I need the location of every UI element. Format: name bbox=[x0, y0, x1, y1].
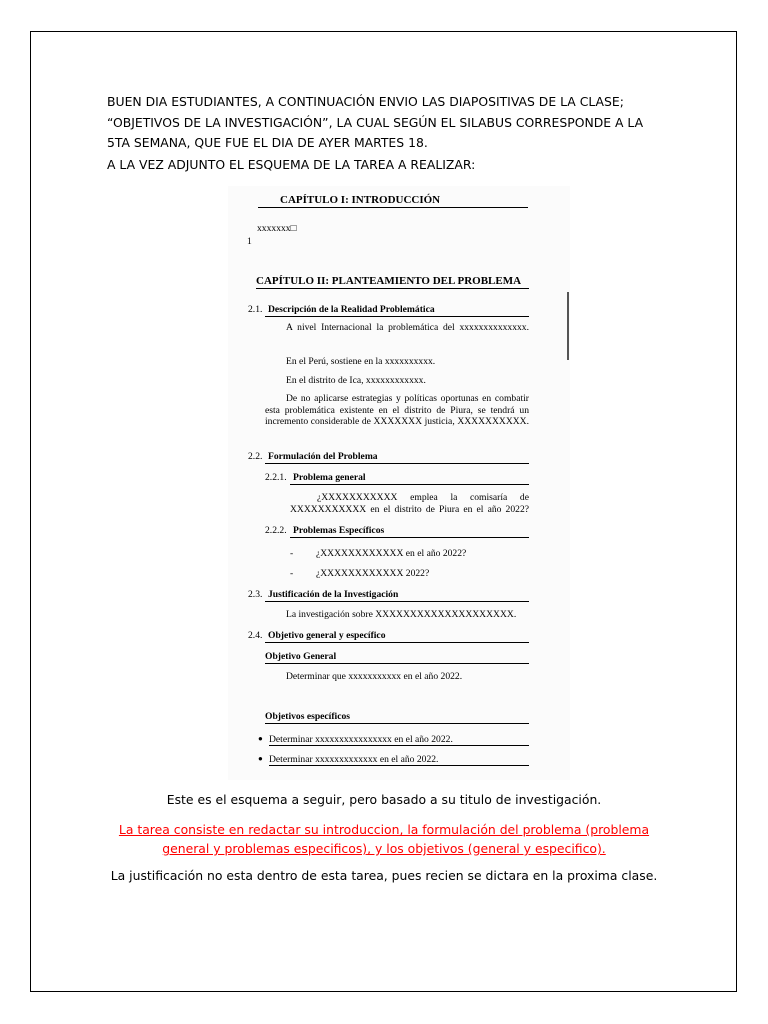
bullet-dot: ● bbox=[258, 734, 263, 743]
intro-paragraph: BUEN DIA ESTUDIANTES, A CONTINUACIÓN ENVIO LAS DIAPOSITIVAS DE LA CLASE; “OBJETIVOS DE LA INVESTIGACIÓN”, LA CUAL SEGÚN EL SILABUS CORRESPONDE A LA 5TA SEMANA, QUE FUE EL DIA DE AYER MARTES 18. bbox=[107, 94, 644, 150]
section-2-1-paragraph-1: A nivel Internacional la problemática del xxxxxxxxxxxxxx. bbox=[286, 322, 529, 333]
section-2-1-number: 2.1. bbox=[248, 304, 263, 315]
chapter2-rule bbox=[256, 288, 529, 289]
section-2-2-1-paragraph: ¿XXXXXXXXXXX emplea la comisaría de XXXXXXXXXXX en el distrito de Piura en el año 2022? bbox=[290, 492, 529, 515]
section-2-3-title: Justificación de la Investigación bbox=[268, 589, 399, 600]
section-2-2-2-title: Problemas Específicos bbox=[293, 525, 385, 536]
section-2-3-rule bbox=[265, 601, 529, 602]
section-2-1-paragraph-4: De no aplicarse estrategias y políticas oportunas en combatir esta problemática existente en el distrito de Piura, se tendrá un incremento considerable de XXXXXXX justicia, XXXXXXXXXX. bbox=[265, 393, 529, 428]
chapter1-title: CAPÍTULO I: INTRODUCCIÓN bbox=[280, 194, 441, 206]
section-2-1-paragraph-3: En el distrito de Ica, xxxxxxxxxxxx. bbox=[286, 375, 426, 386]
justification-note: La justificación no esta dentro de esta tarea, pues recien se dictara en la proxima clase. bbox=[110, 868, 658, 883]
section-2-4-rule bbox=[265, 642, 529, 643]
general-objective-rule bbox=[265, 663, 529, 664]
section-2-4-number: 2.4. bbox=[248, 630, 263, 641]
specific-objectives-title: Objetivos específicos bbox=[265, 711, 350, 722]
intro-attachment-line: A LA VEZ ADJUNTO EL ESQUEMA DE LA TAREA A REALIZAR: bbox=[107, 157, 476, 172]
section-2-2-2-rule bbox=[290, 537, 529, 538]
scrollbar[interactable] bbox=[567, 292, 569, 360]
general-objective-title: Objetivo General bbox=[265, 651, 337, 662]
section-2-2-title: Formulación del Problema bbox=[268, 451, 378, 462]
general-objective-text: Determinar que xxxxxxxxxxx en el año 2022. bbox=[286, 671, 463, 682]
section-2-1-title: Descripción de la Realidad Problemática bbox=[268, 304, 435, 315]
bullet-dot: ● bbox=[258, 754, 263, 763]
specific-objective-rule bbox=[269, 745, 529, 746]
specific-problem-item: ¿XXXXXXXXXXXX en el año 2022? bbox=[316, 548, 467, 559]
scheme-caption: Este es el esquema a seguir, pero basado a su titulo de investigación. bbox=[166, 792, 602, 807]
task-instructions: La tarea consiste en redactar su introduccion, la formulación del problema (problema general y problemas especificos), y los objetivos (general y especifico). bbox=[118, 822, 650, 856]
specific-objective-rule bbox=[269, 765, 529, 766]
section-2-1-paragraph-2: En el Perú, sostiene en la xxxxxxxxxx. bbox=[286, 356, 436, 367]
section-2-3-number: 2.3. bbox=[248, 589, 263, 600]
dash-bullet: - bbox=[290, 568, 294, 579]
chapter1-body: xxxxxxx□ bbox=[257, 223, 297, 234]
section-2-1-rule bbox=[265, 316, 529, 317]
specific-problem-item: ¿XXXXXXXXXXXX 2022? bbox=[316, 568, 430, 579]
scheme-image bbox=[228, 186, 570, 780]
section-2-2-1-number: 2.2.1. bbox=[265, 472, 287, 483]
specific-objectives-rule bbox=[265, 723, 529, 724]
chapter2-title: CAPÍTULO II: PLANTEAMIENTO DEL PROBLEMA bbox=[256, 275, 522, 287]
section-2-4-title: Objetivo general y específico bbox=[268, 630, 386, 641]
chapter1-rule bbox=[258, 207, 528, 208]
specific-objective-item: Determinar xxxxxxxxxxxxx en el año 2022. bbox=[269, 754, 439, 765]
section-2-2-1-rule bbox=[290, 484, 529, 485]
specific-objective-item: Determinar xxxxxxxxxxxxxxxx en el año 2022. bbox=[269, 734, 453, 745]
section-2-2-1-title: Problema general bbox=[293, 472, 366, 483]
section-2-2-rule bbox=[265, 463, 529, 464]
dash-bullet: - bbox=[290, 548, 294, 559]
section-2-2-number: 2.2. bbox=[248, 451, 263, 462]
chapter1-page-number: 1 bbox=[247, 236, 252, 247]
section-2-3-paragraph: La investigación sobre XXXXXXXXXXXXXXXXXXXX. bbox=[286, 609, 517, 620]
section-2-2-2-number: 2.2.2. bbox=[265, 525, 287, 536]
